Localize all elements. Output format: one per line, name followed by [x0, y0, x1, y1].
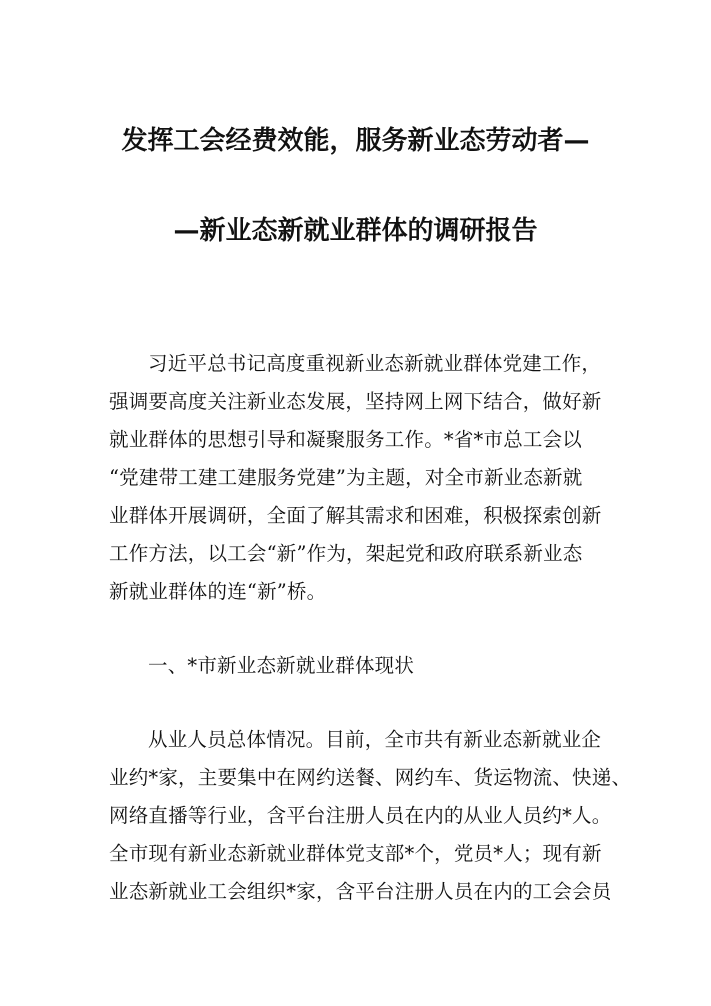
- intro-paragraph-line-3: 就业群体的思想引导和凝聚服务工作。*省*市总工会以: [109, 428, 583, 451]
- body-paragraph-line-3: 网络直播等行业，含平台注册人员在内的从业人员约*人。: [109, 804, 612, 827]
- body-paragraph-line-4: 全市现有新业态新就业群体党支部*个，党员*人；现有新: [109, 842, 602, 865]
- body-paragraph-line-5: 业态新就业工会组织*家，含平台注册人员在内的工会会员: [109, 880, 612, 903]
- intro-paragraph-line-7: 新就业群体的连“新”桥。: [109, 580, 327, 603]
- section-heading: 一、*市新业态新就业群体现状: [148, 654, 415, 677]
- document-title-line-1: 发挥工会经费效能，服务新业态劳动者—: [121, 126, 590, 156]
- document-title-line-2: —新业态新就业群体的调研报告: [173, 216, 538, 246]
- body-paragraph-line-1: 从业人员总体情况。目前，全市共有新业态新就业企: [148, 728, 602, 751]
- intro-paragraph-line-4: “党建带工建工建服务党建”为主题，对全市新业态新就: [109, 466, 583, 489]
- body-paragraph-line-2: 业约*家，主要集中在网约送餐、网约车、货运物流、快递、: [109, 766, 632, 789]
- intro-paragraph-line-6: 工作方法，以工会“新”作为，架起党和政府联系新业态: [109, 542, 583, 565]
- intro-paragraph-line-2: 强调要高度关注新业态发展，坚持网上网下结合，做好新: [109, 390, 602, 413]
- intro-paragraph-line-1: 习近平总书记高度重视新业态新就业群体党建工作，: [148, 352, 602, 375]
- intro-paragraph-line-5: 业群体开展调研，全面了解其需求和困难，积极探索创新: [109, 504, 602, 527]
